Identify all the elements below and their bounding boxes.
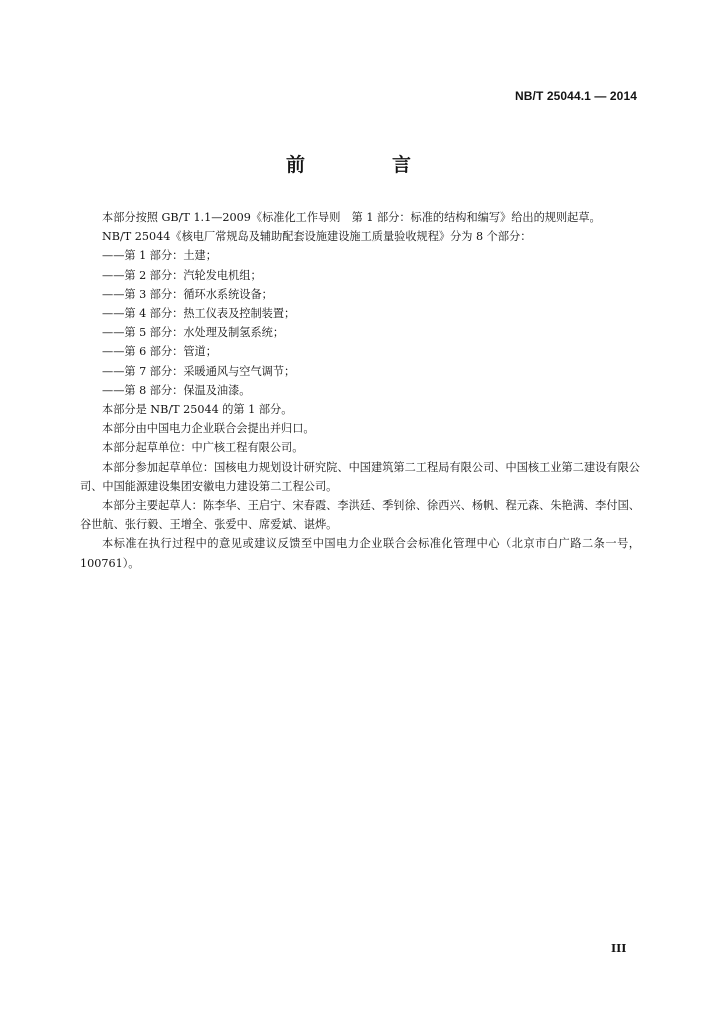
paragraph-drafting-unit: 本部分起草单位：中广核工程有限公司。 <box>102 441 304 455</box>
document-code: NB/T 25044.1 — 2014 <box>515 89 637 103</box>
page-title: 前 言 <box>285 154 445 176</box>
paragraph-participating-units: 本部分参加起草单位：国核电力规划设计研究院、中国建筑第二工程局有限公司、中国核工业第二建设有限公司、中国能源建设集团安徽电力建设第二工程公司。 <box>80 460 640 493</box>
paragraph-feedback: 本标准在执行过程中的意见或建议反馈至中国电力企业联合会标准化管理中心（北京市白广路二条一号，100761）。 <box>80 537 640 570</box>
page-number: III <box>611 942 627 955</box>
list-item-part-3: ——第 3 部分：循环水系统设备； <box>102 287 273 301</box>
list-item-part-8: ——第 8 部分：保温及油漆。 <box>102 383 251 397</box>
paragraph-parts-intro: NB/T 25044《核电厂常规岛及辅助配套设施建设施工质量验收规程》分为 8 个部分： <box>102 230 532 244</box>
foreword-body <box>80 208 640 573</box>
list-item-part-7: ——第 7 部分：采暖通风与空气调节； <box>102 364 296 378</box>
list-item-part-6: ——第 6 部分：管道； <box>102 345 217 359</box>
paragraph-proposer: 本部分由中国电力企业联合会提出并归口。 <box>102 422 315 436</box>
paragraph-part-number: 本部分是 NB/T 25044 的第 1 部分。 <box>102 403 293 417</box>
list-item-part-1: ——第 1 部分：土建； <box>102 249 217 263</box>
list-item-part-5: ——第 5 部分：水处理及制氢系统； <box>102 326 285 340</box>
list-item-part-2: ——第 2 部分：汽轮发电机组； <box>102 268 262 282</box>
list-item-part-4: ——第 4 部分：热工仪表及控制装置； <box>102 307 296 321</box>
paragraph-main-drafters: 本部分主要起草人：陈李华、王启宁、宋春霞、李洪廷、季钊徐、徐西兴、杨帆、程元森、朱艳满、李付国、谷世航、张行毅、王增全、张爱中、席爱斌、谌烨。 <box>80 499 640 532</box>
paragraph-drafting-rules: 本部分按照 GB/T 1.1—2009《标准化工作导则 第 1 部分：标准的结构和编写》给出的规则起草。 <box>102 211 601 224</box>
